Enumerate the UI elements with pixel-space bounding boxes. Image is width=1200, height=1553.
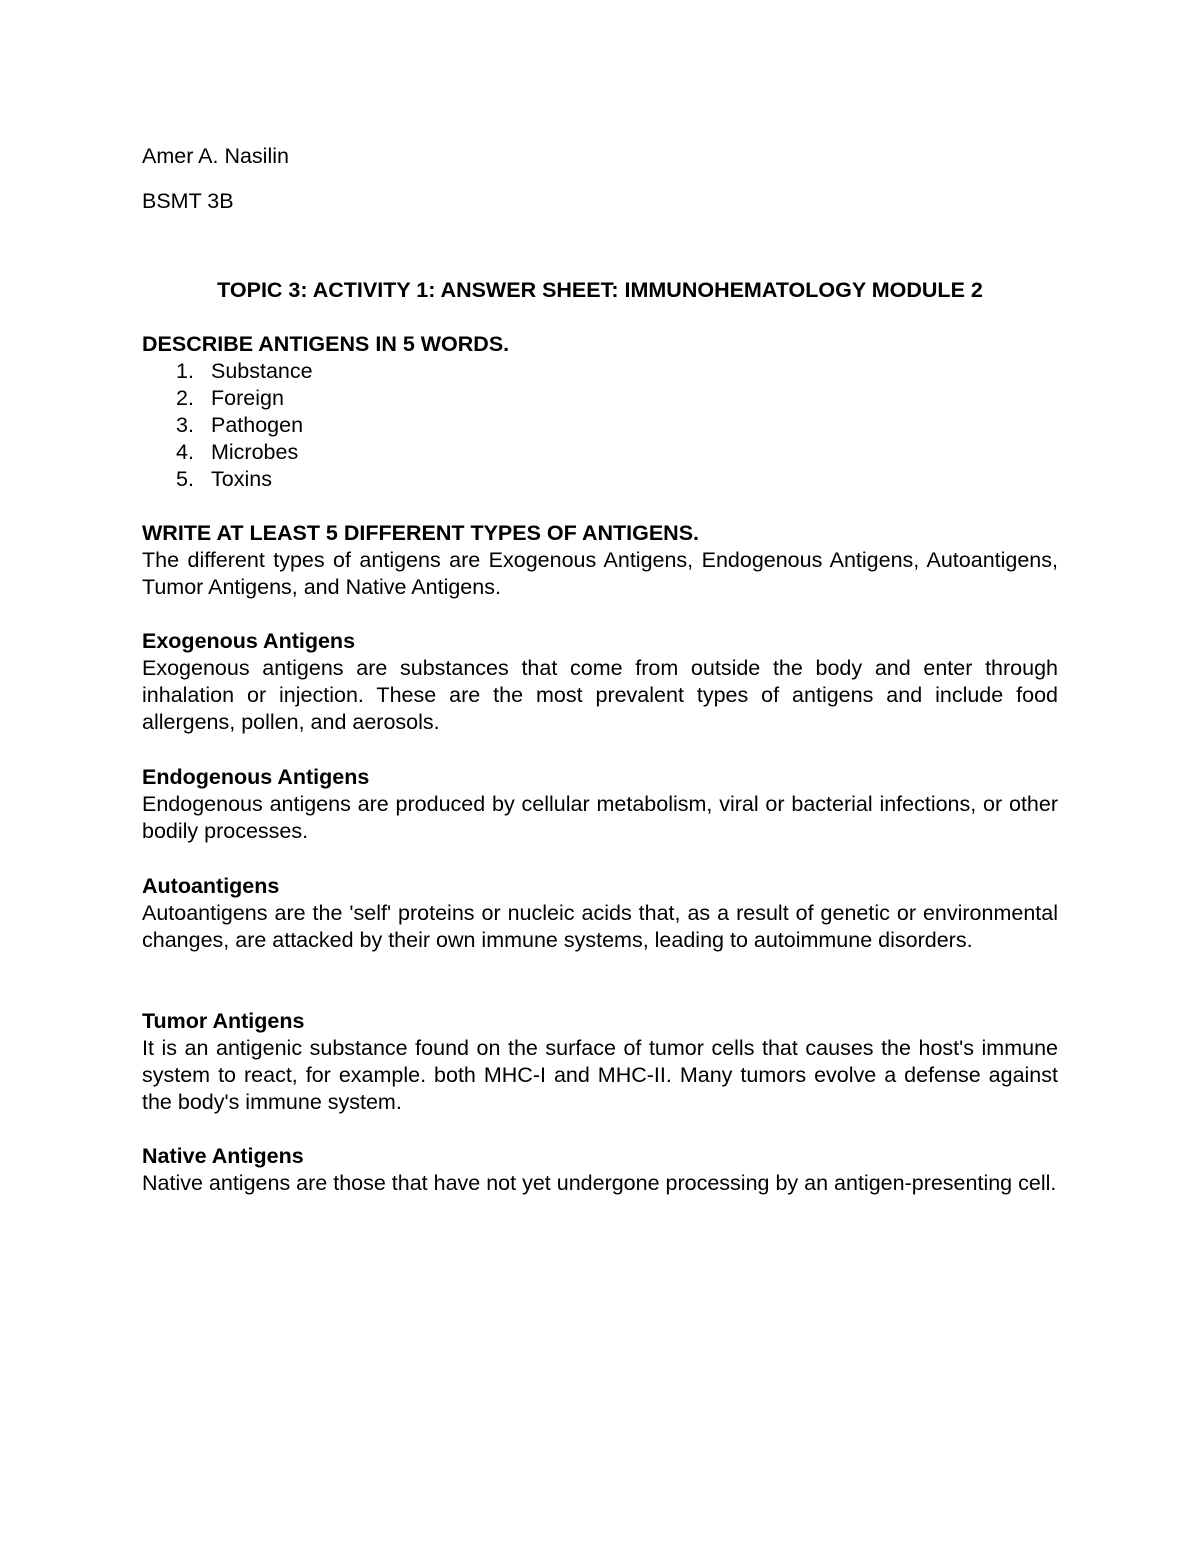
tumor-antigens-text: It is an antigenic substance found on the surface of tumor cells that causes the host's immune system to react, for example. both MHC-I and MHC-II. Many tumors evolve a defense against the body's immune system. [142,1036,1058,1115]
question-1-heading: DESCRIBE ANTIGENS IN 5 WORDS. [142,332,510,356]
autoantigens-text: Autoantigens are the 'self' proteins or nucleic acids that, as a result of genetic or environmental changes, are attacked by their own immune systems, leading to autoimmune disorders. [142,901,1058,953]
question-2-heading: WRITE AT LEAST 5 DIFFERENT TYPES OF ANTIGENS. [142,521,700,545]
autoantigens-heading: Autoantigens [142,874,280,898]
student-name: Amer A. Nasilin [142,144,289,168]
native-antigens-heading: Native Antigens [142,1144,304,1168]
native-antigens-text: Native antigens are those that have not yet undergone processing by an antigen-presenting cell. [142,1171,1057,1195]
list-item-number: 3. [176,413,194,437]
list-item-word: Microbes [211,440,299,464]
student-section: BSMT 3B [142,189,234,213]
question-2-intro: The different types of antigens are Exogenous Antigens, Endogenous Antigens, Autoantigens, Tumor Antigens, and Native Antigens. [142,548,1058,600]
exogenous-antigens-block [142,628,1058,737]
list-item-word: Substance [211,359,313,383]
endogenous-antigens-text: Endogenous antigens are produced by cellular metabolism, viral or bacterial infections, or other bodily processes. [142,792,1058,844]
question-2-block [142,520,1058,601]
tumor-antigens-heading: Tumor Antigens [142,1009,305,1033]
native-antigens-block [142,1143,1058,1197]
list-item-number: 4. [176,440,194,464]
exogenous-antigens-text: Exogenous antigens are substances that come from outside the body and enter through inhalation or injection. These are the most prevalent types of antigens and include food allergens, pollen, and aerosols. [142,656,1058,735]
exogenous-antigens-heading: Exogenous Antigens [142,629,356,653]
endogenous-antigens-block [142,764,1058,845]
list-item-word: Toxins [211,467,272,491]
list-item-word: Foreign [211,386,284,410]
list-item-word: Pathogen [211,413,304,437]
page-title: TOPIC 3: ACTIVITY 1: ANSWER SHEET: IMMUNOHEMATOLOGY MODULE 2 [217,278,983,302]
list-item-number: 1. [176,359,194,383]
autoantigens-block [142,873,1058,954]
tumor-antigens-block [142,1008,1058,1117]
list-item-number: 2. [176,386,194,410]
endogenous-antigens-heading: Endogenous Antigens [142,765,370,789]
list-item-number: 5. [176,467,194,491]
